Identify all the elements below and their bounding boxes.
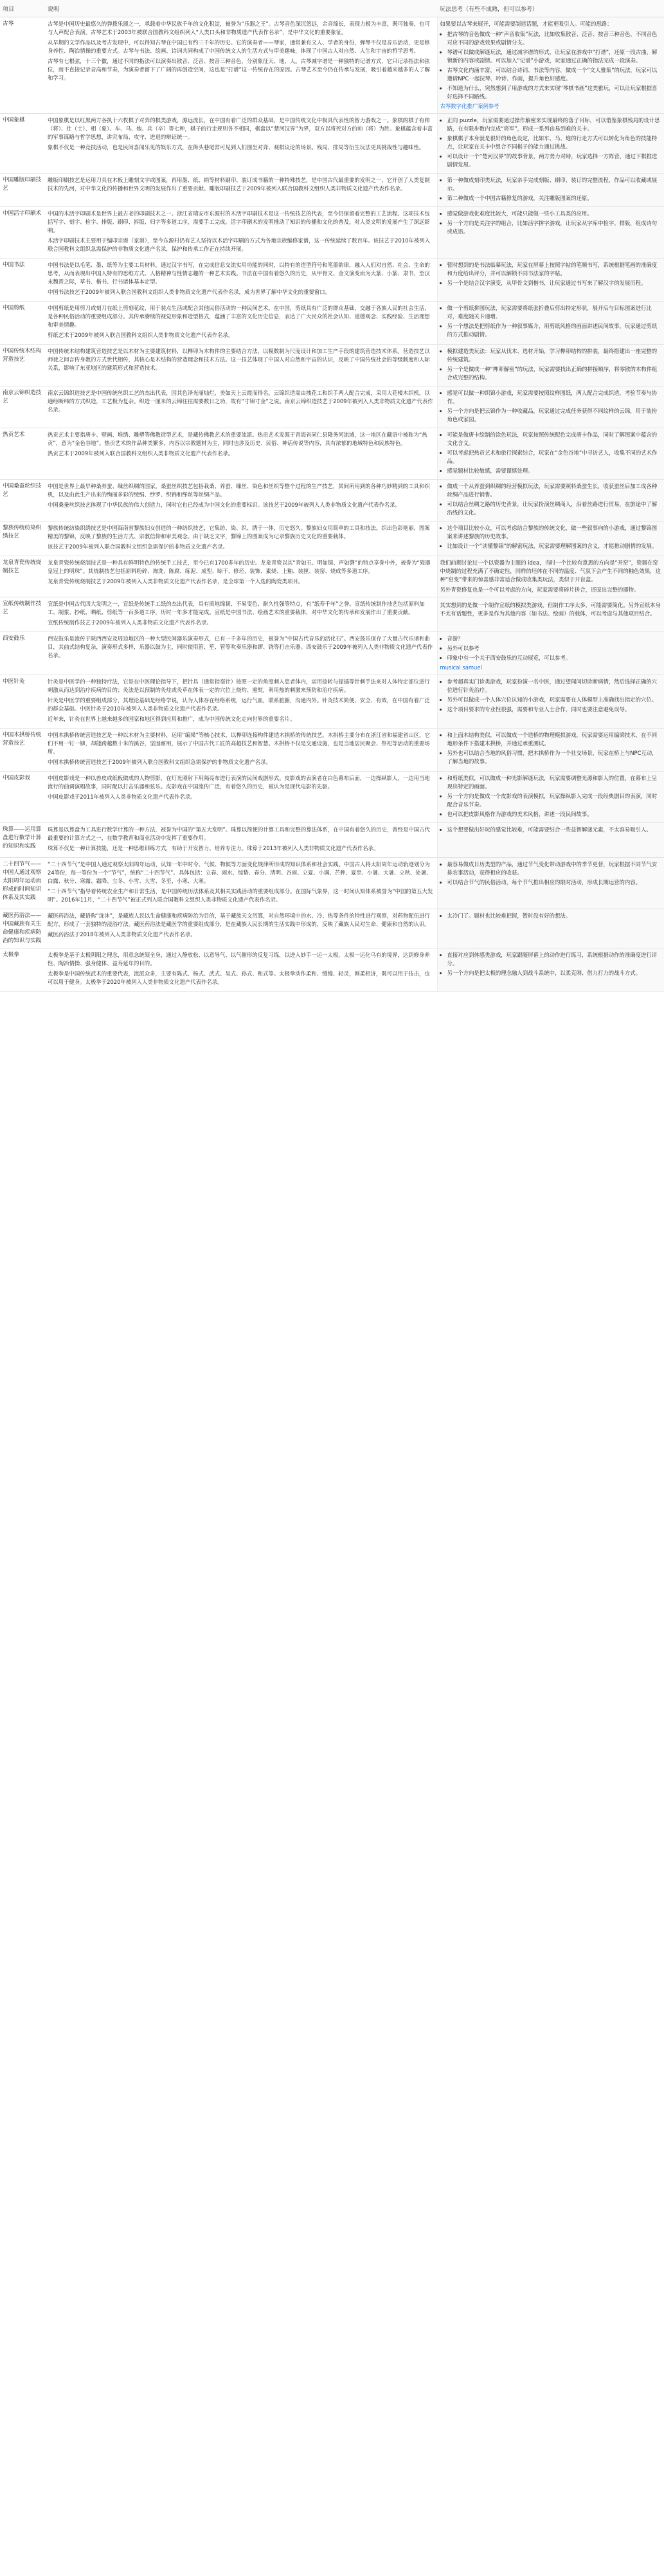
idea-item: • 做一个剪纸拼图玩法，玩家需要将纸张折叠后剪出特定形状，展开后与目标图案进行比对，难度随关卡递增。	[447, 304, 662, 321]
idea-item: • 感觉做游戏化难度比较大，可能只能做一些小工具类的应用。	[447, 210, 662, 218]
description-paragraph: 中国皮影戏是一种以兽皮或纸板做成的人物剪影，在灯光照射下用隔亮布进行表演的民间戏剧形式。皮影戏的表演者在白色幕布后面，一边操纵影人，一边用当地流行的曲调演唱故事，同时配以打击乐器和弦乐。皮影戏在中国流传广泛，有着悠久的历史，被认为是现代电影的先驱。	[48, 775, 430, 790]
table-row	[0, 597, 664, 632]
heritage-table	[0, 0, 664, 992]
idea-item: • 这个想要做出好玩的感觉比较难，可能需要结合一些益智解谜元素，不太容易吸引人。	[447, 826, 662, 834]
idea-item: • 可以结合节气的民俗活动，每个节气推出相应的限时活动，形成长期运营的内容。	[447, 878, 662, 887]
idea-item: • 可能是做唐卡绘制的涂色玩法，玩家按照传统配色完成唐卡作品，同时了解图案中蕴含的文化含义。	[447, 431, 662, 448]
project-name: 宣纸传统制作技艺	[0, 597, 45, 632]
project-name: 古琴	[0, 17, 45, 114]
idea-list	[440, 860, 662, 887]
table-row	[0, 17, 664, 114]
gameplay-ideas	[437, 772, 664, 823]
project-description	[45, 909, 437, 948]
description-paragraph: 该技艺于2009年被列入联合国教科文组织急需保护的非物质文化遗产名录。	[48, 543, 228, 550]
gameplay-ideas	[437, 597, 664, 632]
description-paragraph: 木活字印刷技术主要用于编印宗谱（家谱），至今东源村仍有艺人坚持以木活字印刷的方式为各地宗族编修家谱，这一传统延续了数百年。该技艺于2010年被列入联合国教科文组织急需保护的非物质文化遗产名录，保护和传承工作正在持续开展。	[48, 237, 430, 252]
gameplay-ideas	[437, 823, 664, 858]
gameplay-ideas	[437, 302, 664, 345]
idea-list	[440, 482, 662, 517]
description-paragraph: 太极拳是基于太极阴阳之理念，用意念统领全身，通过入静放松、以意导气、以气催形的反复习练，以进入妙手一运一太极，太极一运化乌有的境界，达到修身养性、陶冶情操、强身健体、益寿延年的目的。	[48, 952, 430, 966]
column-header-project: 项目	[0, 0, 45, 17]
idea-item: • 另一个想法是把剪纸作为一种叙事媒介，用剪纸风格的画面讲述民间故事，玩家通过剪纸的方式推动剧情。	[447, 322, 662, 339]
idea-item: • 最容易做成日历类型的产品，通过节气变化带动游戏中的季节更替，玩家根据不同节气安排农事活动，获得相应的收获。	[447, 860, 662, 877]
idea-list	[440, 826, 662, 834]
description-paragraph: 龙泉青瓷传统烧制技艺是一种具有鲜明特色的传统手工技艺，至今已有1700多年的历史。龙泉青瓷以其“青如玉、明如镜、声如磬”的特点享誉中外，被誉为“瓷器皇冠上的明珠”。其烧制技艺包括原料粉碎、淘洗、陈腐、练泥、成型、晾干、修坯、装饰、素烧、上釉、装匣、装窑、烧成等多道工序。	[48, 559, 431, 574]
idea-item: • 比如设计一个“读懂黎锦”的解密玩法，玩家需要理解图案的含义，才能推动剧情的发展。	[447, 542, 662, 550]
description-paragraph: “二十四节气”指导着传统农业生产和日常生活，是中国传统历法体系及其相关实践活动的重要组成部分。在国际气象界，这一时间认知体系被誉为“中国的第五大发明”。2016年11月，“二十四节气”被正式列入联合国教科文组织人类非物质文化遗产代表作名录。	[48, 888, 433, 903]
project-name: 龙泉青瓷传统烧制技艺	[0, 556, 45, 597]
project-name: 中国象棋	[0, 114, 45, 174]
project-description	[45, 675, 437, 729]
gameplay-ideas	[437, 259, 664, 302]
idea-item: • 古琴文化内涵丰富，可以结合诗词、书法等内容，做成一个“文人雅集”的玩法，玩家可以邀请NPC一起抚琴、吟诗、作画，提升角色好感度。	[447, 66, 662, 83]
idea-item: • 第二种做成一个中国古籍修复的游戏，关注雕版图案的还原。	[447, 194, 662, 203]
project-name: 珠算——运用算盘进行数学计算的知识和实践	[0, 823, 45, 858]
project-name: 西安鼓乐	[0, 632, 45, 675]
idea-list	[440, 347, 662, 382]
idea-intro: 如果要以古琴来展开，可能需要制造话题，才能更吸引人。可能的思路：	[440, 21, 613, 27]
description-paragraph: 近年来，针灸在世界上越来越多的国家和地区得到应用和推广，成为中国传统文化走向世界的重要名片。	[48, 716, 296, 722]
project-name: 中国剪纸	[0, 302, 45, 345]
description-paragraph: 宣纸是中国古代四大发明之一，宣纸是传统手工纸的杰出代表，具有质地绵韧、不易变色、耐久性强等特点，有“纸寿千年”之誉。宣纸传统制作技艺包括原料加工、制浆、抄纸、晒纸、剪纸等一百多道工序，历时一年多才能完成。宣纸是中国书法、绘画艺术的重要载体，对中华文化的传承和发展作出了重要贡献。	[48, 601, 425, 615]
description-paragraph: 中国木拱桥传统营造技艺于2009年被列入联合国教科文组织急需保护的非物质文化遗产名录。	[48, 759, 271, 765]
description-paragraph: 中国桑蚕丝织技艺体现了中华民族的伟大创造力，同时它也已经成为中国文化的重要标识。该技艺于2009年被列入人类非物质文化遗产代表作名录。	[48, 502, 400, 508]
idea-item: • 可以考虑把热贡艺术和旅行探索结合，玩家在“金色谷地”中寻访艺人，收集不同的艺术作品。	[447, 449, 662, 466]
idea-list	[440, 635, 662, 662]
project-name: 二十四节气——中国人通过观察太阳周年运动而形成的时间知识体系及其实践	[0, 858, 45, 909]
description-paragraph: 龙泉青瓷传统烧制技艺于2009年被列入人类非物质文化遗产代表作名录，是全球第一个入选的陶瓷类项目。	[48, 578, 304, 585]
gameplay-ideas	[437, 386, 664, 428]
project-name: 藏医药浴法——中国藏族有关生命健康和疾病防治的知识与实践	[0, 909, 45, 948]
idea-list	[440, 261, 662, 287]
description-paragraph: 藏医药浴法，藏语称“泷沐”，是藏族人民以生命健康和疾病防治为目的，基于藏族天文历算，对自然环境中的水、冷、热等条件的特性进行观察，对药物配伍进行配方，形成了一套独特的浸浴疗法。藏医药浴法是藏医学的重要组成部分，是在藏族人民长期的生活实践中形成的，反映了藏族人民对生命、健康和自然的认识。	[48, 912, 430, 927]
project-description	[45, 207, 437, 259]
description-paragraph: 南京云锦织造技艺是中国传统丝织工艺的杰出代表，因其色泽光丽灿烂，美如天上云霞而得名。云锦织造需由拽花工和织手两人配合完成，采用大花楼木织机，以通经断纬的方式织造，工艺极为复杂。织造一厘米的云锦往往需要数日之功，故有“寸锦寸金”之说。南京云锦织造技艺于2009年被列入人类非物质文化遗产代表作名录。	[48, 390, 433, 413]
description-paragraph: 针灸是中医学的重要组成部分，其理论基础是经络学说，认为人体存在经络系统，运行气血，联系脏腑，沟通内外。针灸技术简便、安全、有效，在中国有着广泛的群众基础。中医针灸于2010年被列入人类非物质文化遗产代表作名录。	[48, 697, 430, 712]
idea-list	[440, 431, 662, 475]
gameplay-ideas	[437, 17, 664, 114]
idea-list	[440, 210, 662, 236]
idea-item: • 做成一个从养蚕到织绸的经营模拟玩法，玩家需要照料桑蚕生长，收获蚕丝后加工成各种丝绸产品进行销售。	[447, 482, 662, 499]
idea-list	[440, 912, 662, 920]
table-row	[0, 480, 664, 522]
idea-item: • 这个项目比较小众，可以考虑结合黎族的传统文化，做一些叙事向的小游戏，通过黎锦图案来讲述黎族的历史故事。	[447, 524, 662, 541]
gameplay-ideas	[437, 675, 664, 729]
description-paragraph: 珠算不仅是一种计算技能，还是一种思维训练方式，有助于开发智力、培养专注力。珠算于2013年被列入人类非物质文化遗产代表作名录。	[48, 845, 379, 851]
gameplay-ideas	[437, 345, 664, 386]
project-name: 中国传统木结构营造技艺	[0, 345, 45, 386]
idea-list	[440, 951, 662, 977]
idea-item: • 第一种做成刻印类玩法，玩家亲手完成刻版、刷印、装订的完整流程，作品可以收藏或展示。	[447, 176, 662, 193]
project-description	[45, 345, 437, 386]
project-description	[45, 729, 437, 772]
gameplay-ideas	[437, 556, 664, 597]
table-row	[0, 858, 664, 909]
description-paragraph: 中国是世界上最早种桑养蚕、缫丝织绸的国家。桑蚕丝织技艺包括栽桑、养蚕、缫丝、染色和丝织等整个过程的生产技艺，其间所用到的各种巧妙精到的工具和织机，以及由此生产出来的绚丽多彩的绫绢、纱罗、织锦和缂丝等丝绸产品。	[48, 483, 430, 498]
idea-item: • 另一个方向是关注字的组合，比如活字拼字游戏，让玩家从字库中检字、排版，组成诗句或成语。	[447, 219, 662, 236]
idea-item: • 另外可以做成一个人体穴位认知的小游戏，玩家需要在人体模型上准确找出指定的穴位。	[447, 696, 662, 704]
description-paragraph: 中国的木活字印刷术是世界上最古老的印刷技术之一。浙江省瑞安市东源村的木活字印刷技术是这一传统技艺的代表，至今仍保留着完整的工艺流程。这项技术包括写字、刻字、检字、排版、刷印、拆版、归字等多道工序，需要手工完成。活字印刷术的发明推动了知识的传播和文化的普及，对人类文明的发展产生了深远影响。	[48, 210, 430, 233]
idea-item: • 可以设计一个“楚河汉界”的故事背景，两方势力对峙，玩家选择一方阵营，通过下棋推进剧情发展。	[447, 152, 662, 169]
idea-item: • 可以结合丝绸之路的历史背景，让玩家扮演丝绸商人，沿着丝路进行贸易，在旅途中了解沿线的文化。	[447, 500, 662, 517]
description-paragraph: 中国皮影戏于2011年被列入人类非物质文化遗产代表作名录。	[48, 794, 196, 800]
idea-item: • 也可以把皮影风格作为游戏的美术风格，讲述一段民间故事。	[447, 810, 662, 819]
table-row	[0, 259, 664, 302]
idea-item: • 太冷门了。题材也比较难把握，暂时没有好的想法。	[447, 912, 662, 920]
table-row	[0, 675, 664, 729]
table-row	[0, 302, 664, 345]
description-paragraph: 中国书法是以毛笔、墨、纸等为主要工具材料，通过汉字书写，在完成信息交流实用功能的同时，以特有的造型符号和笔墨韵律，融入人们对自然、社会、生命的思考，从而表现出中国人特有的思维方式、人格精神与性情志趣的一种艺术实践。书法在中国有着悠久的历史，从甲骨文、金文演变而为大篆、小篆、隶书，至汉末魏晋之际，草书、楷书、行书诸体基本定型。	[48, 262, 430, 285]
description-paragraph: 中国剪纸是用剪刀或刻刀在纸上剪刻花纹，用于装点生活或配合其他民俗活动的一种民间艺术。在中国，剪纸具有广泛的群众基础，交融于各族人民的社会生活，是各种民俗活动的重要组成部分。其传承赓续的视觉形象和造型格式，蕴涵了丰富的文化历史信息，表达了广大民众的社会认知、道德观念、实践经验、生活理想和审美情趣。	[48, 305, 430, 328]
gameplay-ideas	[437, 207, 664, 259]
project-description	[45, 823, 437, 858]
project-description	[45, 948, 437, 992]
table-row	[0, 345, 664, 386]
reference-link[interactable]: musical samuel	[440, 664, 482, 671]
idea-item: • 不知道为什么，突然想到了用游戏的方式来实现“琴棋书画”这类雅玩，可以让玩家根据喜好选择不同路线。	[447, 84, 662, 101]
description-paragraph: 宣纸传统制作技艺于2009年被列入人类非物质文化遗产代表作名录。	[48, 619, 212, 626]
table-row	[0, 207, 664, 259]
gameplay-ideas	[437, 174, 664, 207]
idea-item: • 把古琴的音色做成一种“声音收集”玩法，比如收集散音、泛音、按音三种音色，不同音色对应不同的游戏效果或剧情分支。	[447, 30, 662, 47]
project-description	[45, 174, 437, 207]
project-name: 中国书法	[0, 259, 45, 302]
project-description	[45, 302, 437, 345]
idea-list	[440, 176, 662, 203]
idea-item: • 暂时想到的是书法临摹玩法，玩家在屏幕上按照字帖的笔顺书写，系统根据笔画的准确度和力度给出评分，并可以解锁不同书法家的字帖。	[447, 261, 662, 278]
project-name: 中国桑蚕丝织技艺	[0, 480, 45, 522]
project-description	[45, 480, 437, 522]
description-paragraph: 古琴是中国历史最悠久的弹拨乐器之一，承载着中华民族千年的文化积淀，被誉为“乐器之王”。古琴音色深沉悠远，余音绵长，表现力极为丰富，既可独奏，也可与人声配合表演。古琴艺术于2003年被联合国教科文组织列入“人类口头和非物质遗产代表作名录”，是中华文化的重要象征。	[48, 21, 430, 35]
description-paragraph: 雕版印刷技艺是运用刀具在木板上雕刻文字或图案，再用墨、纸、绢等材料刷印、装订成书籍的一种特殊技艺，是中国古代最重要的发明之一，它开创了人类复制技术的先河，对中华文化的传播和世界文明的发展作出了重要贡献。雕版印刷技艺于2009年被列入联合国教科文组织人类非物质文化遗产代表作名录。	[48, 177, 430, 192]
table-row	[0, 522, 664, 556]
idea-list	[440, 30, 662, 101]
idea-item: • 参考超真实门诊类游戏，玩家扮演一名中医，通过望闻问切诊断病情，然后选择正确的穴位进行针灸治疗。	[447, 678, 662, 694]
idea-note: 其实想到的是做一个制作宣纸的模拟类游戏，但制作工序太多，可能需要简化。另外宣纸本身不太有话题性，更多是作为其他内容（如书法、绘画）的载体，可以考虑与其他项目结合。	[440, 602, 661, 617]
project-name: 太极拳	[0, 948, 45, 992]
project-description	[45, 858, 437, 909]
project-name: 南京云锦织造技艺	[0, 386, 45, 428]
idea-list	[440, 389, 662, 424]
idea-list	[440, 678, 662, 714]
project-name: 热贡艺术	[0, 428, 45, 480]
project-description	[45, 772, 437, 823]
project-description	[45, 556, 437, 597]
description-paragraph: 西安鼓乐是流传于陕西西安及周边地区的一种大型民间器乐演奏形式，已有一千多年的历史，被誉为“中国古代音乐的活化石”。西安鼓乐保存了大量古代乐谱和曲目，其曲式结构复杂，演奏形式多样，乐器以鼓为主，同时使用笛、笙、管等吹奏乐器和锣、铙等打击乐器。西安鼓乐于2009年被列入人类非物质文化遗产代表作名录。	[48, 635, 433, 658]
description-paragraph: 热贡艺术主要指唐卡、壁画、堆绣、雕塑等佛教造型艺术，是藏传佛教艺术的重要流派。热贡艺术发源于青海省同仁县隆务河流域，这一地区在藏语中被称为“热贡”，意为“金色谷地”。热贡艺术的作品种类繁多，内容以宗教题材为主，同时也涉及历史、民俗、神话传说等内容，具有浓郁的地域特色和民族特色。	[48, 431, 427, 446]
idea-item: • 和上面木结构类似，可以做成一个造桥的物理模拟游戏，玩家需要运用编梁技术，在不同地形条件下搭建木拱桥，并通过承重测试。	[447, 731, 662, 748]
idea-note: 另外青瓷修复也是一个可以考虑的方向，玩家需要将碎片拼合，还原出完整的器物。	[440, 586, 640, 593]
description-paragraph: 热贡艺术于2009年被列入联合国教科文组织人类非物质文化遗产代表作名录。	[48, 450, 234, 457]
project-description	[45, 522, 437, 556]
idea-item: • 另外可以参考	[447, 644, 662, 653]
gameplay-ideas	[437, 729, 664, 772]
idea-item: • 另一个是做成一种“榫卯解密”的玩法，玩家需要找出正确的拼接顺序，将零散的木构件组合成完整的结构。	[447, 365, 662, 382]
project-name: 黎族传统纺染织绣技艺	[0, 522, 45, 556]
project-name: 中国皮影戏	[0, 772, 45, 823]
project-description	[45, 17, 437, 114]
idea-item: • 感觉可以做一种织锦小游戏，玩家需要按照纹样图纸，两人配合完成织造，考验节奏与协作。	[447, 389, 662, 406]
idea-item: • 另外也可以结合当地的风俗习惯，把木拱桥作为一个社交场景，玩家在桥上与NPC互动，了解当地的故事。	[447, 749, 662, 766]
description-paragraph: 中国传统木结构建筑营造技艺是以木材为主要建筑材料，以榫卯为木构件的主要结合方法，以模数制为尺度设计和加工生产手段的建筑营造技术体系。营造技艺以师徒之间言传身教的方式世代相传，其核心是木结构的营造理念和技术方法。这一技艺体现了中国人对自然和宇宙的认识，反映了中国传统社会的等级制度和人际关系，影响了东亚地区的建筑形式和营造技术。	[48, 348, 430, 371]
project-name: 中医针灸	[0, 675, 45, 729]
gameplay-ideas	[437, 428, 664, 480]
idea-item: • 和剪纸类似，可以做成一种光影解谜玩法，玩家需要调整光源和影人的位置，在幕布上呈现出特定的画面。	[447, 774, 662, 791]
idea-list	[440, 116, 662, 169]
gameplay-ideas	[437, 948, 664, 992]
table-row	[0, 114, 664, 174]
idea-item: • 感觉题材比较敏感，需要谨慎处理。	[447, 467, 662, 475]
idea-item: • 正向 puzzle，玩家需要通过操作解密来实现最终的落子目标，可以借鉴象棋残局的设计思路，在有限步数内完成“将军”，形成一系列由易到难的关卡。	[447, 116, 662, 133]
project-description	[45, 259, 437, 302]
idea-item: • 琴谱可以做成解谜玩法，通过减字谱的形式，让玩家在游戏中“打谱”，还原一段古曲，解锁新的内容或剧情。可以加入“记谱”小游戏，玩家通过正确的指法完成一段演奏。	[447, 48, 662, 65]
description-paragraph: 珠算是以算盘为工具进行数学计算的一种方法，被誉为中国的“第五大发明”。珠算以简便的计算工具和完整的算法体系，在中国有着悠久的历史，曾经是中国古代最重要的计算方式之一，在数学教育和商业活动中发挥了重要作用。	[48, 826, 430, 841]
description-paragraph: 针灸是中医学的一种独特疗法，它是在中医理论指导下，把针具（通常指毫针）按照一定的角度刺入患者体内，运用捻转与提插等针刺手法来对人体特定部位进行刺激从而达到治疗疾病的目的；灸法是以预制的灸炷或灸草在体表一定的穴位上烧灼、熏熨，利用热的刺激来预防和治疗疾病。	[48, 678, 430, 693]
description-paragraph: 藏医药浴法于2018年被列入人类非物质文化遗产代表作名录。	[48, 931, 196, 938]
project-description	[45, 597, 437, 632]
table-row	[0, 823, 664, 858]
gameplay-ideas	[437, 632, 664, 675]
gameplay-ideas	[437, 909, 664, 948]
idea-item: • 这个项目要求的专业性很强，需要和专业人士合作，同时也要注意避免误导。	[447, 705, 662, 714]
description-paragraph: 太极拳是中国传统武术的重要代表，流派众多，主要有陈式、杨式、武式、吴式、孙式、和式等。太极拳动作柔和、缓慢、轻灵，刚柔相济，既可以用于技击，也可以用于健身。太极拳于2020年被列入人类非物质文化遗产代表作名录。	[48, 970, 430, 985]
gameplay-ideas	[437, 480, 664, 522]
idea-item: • 另一个方向是把太极的理念融入到战斗系统中，以柔克刚、借力打力的战斗方式。	[447, 969, 662, 977]
idea-intro: 我们前期讨论过一个以瓷器为主题的 idea，当时一个比较有意思的方向是“开窑”，瓷器在窑中烧制的过程充满了不确定性，同样的坯体在不同的温度、气氛下会产生不同的釉色效果，这种“窑变”带来的惊喜感非常适合做成收集类玩法，类似于开盲盒。	[440, 559, 661, 583]
idea-item: • 模拟建造类玩法：玩家从伐木、选材开始，学习榫卯结构的拼装，最终搭建出一座完整的传统建筑。	[447, 347, 662, 364]
idea-item: • 直接对应到体感类游戏，玩家跟随屏幕上的动作进行练习，系统根据动作的准确度进行评分。	[447, 951, 662, 968]
table-header-row	[0, 0, 664, 17]
project-description	[45, 114, 437, 174]
idea-item: • 另一个方向是做成一个皮影戏的表演模拟，玩家操纵影人完成一段经典剧目的表演，同时配合音乐节奏。	[447, 792, 662, 809]
reference-link[interactable]: 古琴数字化推广案例参考	[440, 103, 499, 109]
description-paragraph: 中国木拱桥传统营造技艺是一种以木材为主要材料，运用“编梁”等核心技术，以榫卯连接构件建造木拱桥的传统技艺。木拱桥主要分布在浙江省和福建省山区，它们不用一钉一铆，却能跨越数十米的溪谷，坚固耐用，展示了中国古代工匠的高超技艺和智慧。木拱桥不仅是交通设施，也是当地居民聚会、祭祀等活动的重要场所。	[48, 732, 430, 755]
idea-item: • 另一个是结合汉字演变，从甲骨文到楷书，让玩家通过书写来了解汉字的发展历程。	[447, 279, 662, 287]
idea-list	[440, 774, 662, 819]
description-paragraph: “二十四节气”是中国人通过观察太阳周年运动，认知一年中时令、气候、物候等方面变化规律所形成的知识体系和社会实践。中国古人将太阳周年运动轨迹划分为24等份，每一等份为一个“节气”，统称“二十四节气”。具体包括：立春、雨水、惊蛰、春分、清明、谷雨、立夏、小满、芒种、夏至、小暑、大暑、立秋、处暑、白露、秋分、寒露、霜降、立冬、小雪、大雪、冬至、小寒、大寒。	[48, 861, 432, 884]
column-header-ideas: 玩法思考（有些不成熟，但可以参考）	[437, 0, 664, 17]
project-description	[45, 632, 437, 675]
table-row	[0, 909, 664, 948]
table-row	[0, 632, 664, 675]
table-row	[0, 772, 664, 823]
idea-item: • 象棋棋子本身就是很好的角色设定，比如车、马、炮的行走方式可以转化为角色的技能特点，让玩家在关卡中组合不同棋子的能力通过挑战。	[447, 134, 662, 151]
project-name: 中国雕版印刷技艺	[0, 174, 45, 207]
description-paragraph: 黎族传统纺染织绣技艺是中国海南省黎族妇女创造的一种纺织技艺，它集纺、染、织、绣于一体，历史悠久。黎族妇女用简单的工具和技法，织出色彩艳丽、图案精美的黎锦，反映了黎族的生活方式、宗教信仰和审美观念。由于缺乏文字，黎锦上的图案成为记录黎族历史文化的重要载体。	[48, 525, 430, 540]
table-row	[0, 428, 664, 480]
description-paragraph: 古琴有七根弦，十三个徽，通过不同的指法可以演奏出散音、泛音、按音三种音色，分别象征天、地、人。古琴减字谱是一种独特的记谱方式，它只记录指法和弦位，而不直接记录音高和节奏，为演奏者留下了广阔的再创造空间，这也是“打谱”这一传统存在的原因。古琴艺术至今仍在传承与发展，吸引着越来越多的人了解和学习。	[48, 58, 430, 81]
project-name: 中国木拱桥传统营造技艺	[0, 729, 45, 772]
gameplay-ideas	[437, 114, 664, 174]
project-description	[45, 386, 437, 428]
project-name: 中国活字印刷术	[0, 207, 45, 259]
description-paragraph: 中国象棋是以红黑两方各执十六枚棋子对弈的棋类游戏，源远流长，在中国有着广泛的群众基础，是中国传统文化中极具代表性的智力游戏之一。象棋的棋子有帅（将）、仕（士）、相（象）、车、马、炮、兵（卒）等七种，棋子的行走规则各不相同，棋盘以“楚河汉界”为界，双方以将死对方的帅（将）为胜。象棋蕴含着丰富的军事谋略与哲学思想，讲究布局、攻守、进退的辩证统一。	[48, 117, 433, 140]
idea-list	[440, 524, 662, 550]
table-row	[0, 948, 664, 992]
idea-item: • 另一个方向是把云锦作为一种收藏品，玩家通过完成任务获得不同纹样的云锦，用于装扮角色或家园。	[447, 407, 662, 424]
gameplay-ideas	[437, 858, 664, 909]
gameplay-ideas	[437, 522, 664, 556]
idea-list	[440, 731, 662, 766]
table-row	[0, 729, 664, 772]
idea-item: • 音游？	[447, 635, 662, 643]
table-row	[0, 556, 664, 597]
idea-item: • 印象中有一个关于西安鼓乐的互动展览，可以参考。	[447, 654, 662, 662]
idea-list	[440, 304, 662, 339]
description-paragraph: 中国书法技艺于2009年被列入联合国教科文组织人类非物质文化遗产代表作名录，成为世界了解中华文化的重要窗口。	[48, 289, 331, 295]
description-paragraph: 象棋不仅是一种竞技活动，也是民间喜闻乐见的娱乐方式，在街头巷尾常可见到人们围坐对弈、观棋议论的场景。残局、排局等衍生玩法更具挑战性与趣味性。	[48, 144, 425, 150]
description-paragraph: 从早期的文学作品以及考古发现中，可以得知古琴在中国已有约三千年的历史。它的演奏者——琴家，通常兼有文人、学者的身份，弹琴不仅是音乐活动，更是修身养性、陶冶情操的重要方式。古琴与书法、绘画、诗词共同构成了中国传统文人的生活方式与审美趣味，体现了中国古人对自然、人生和宇宙的哲学思考。	[48, 39, 430, 54]
table-row	[0, 174, 664, 207]
column-header-description: 说明	[45, 0, 437, 17]
table-row	[0, 386, 664, 428]
table-body	[0, 17, 664, 992]
project-description	[45, 428, 437, 480]
description-paragraph: 剪纸艺术于2009年被列入联合国教科文组织人类非物质文化遗产代表作名录。	[48, 332, 234, 338]
